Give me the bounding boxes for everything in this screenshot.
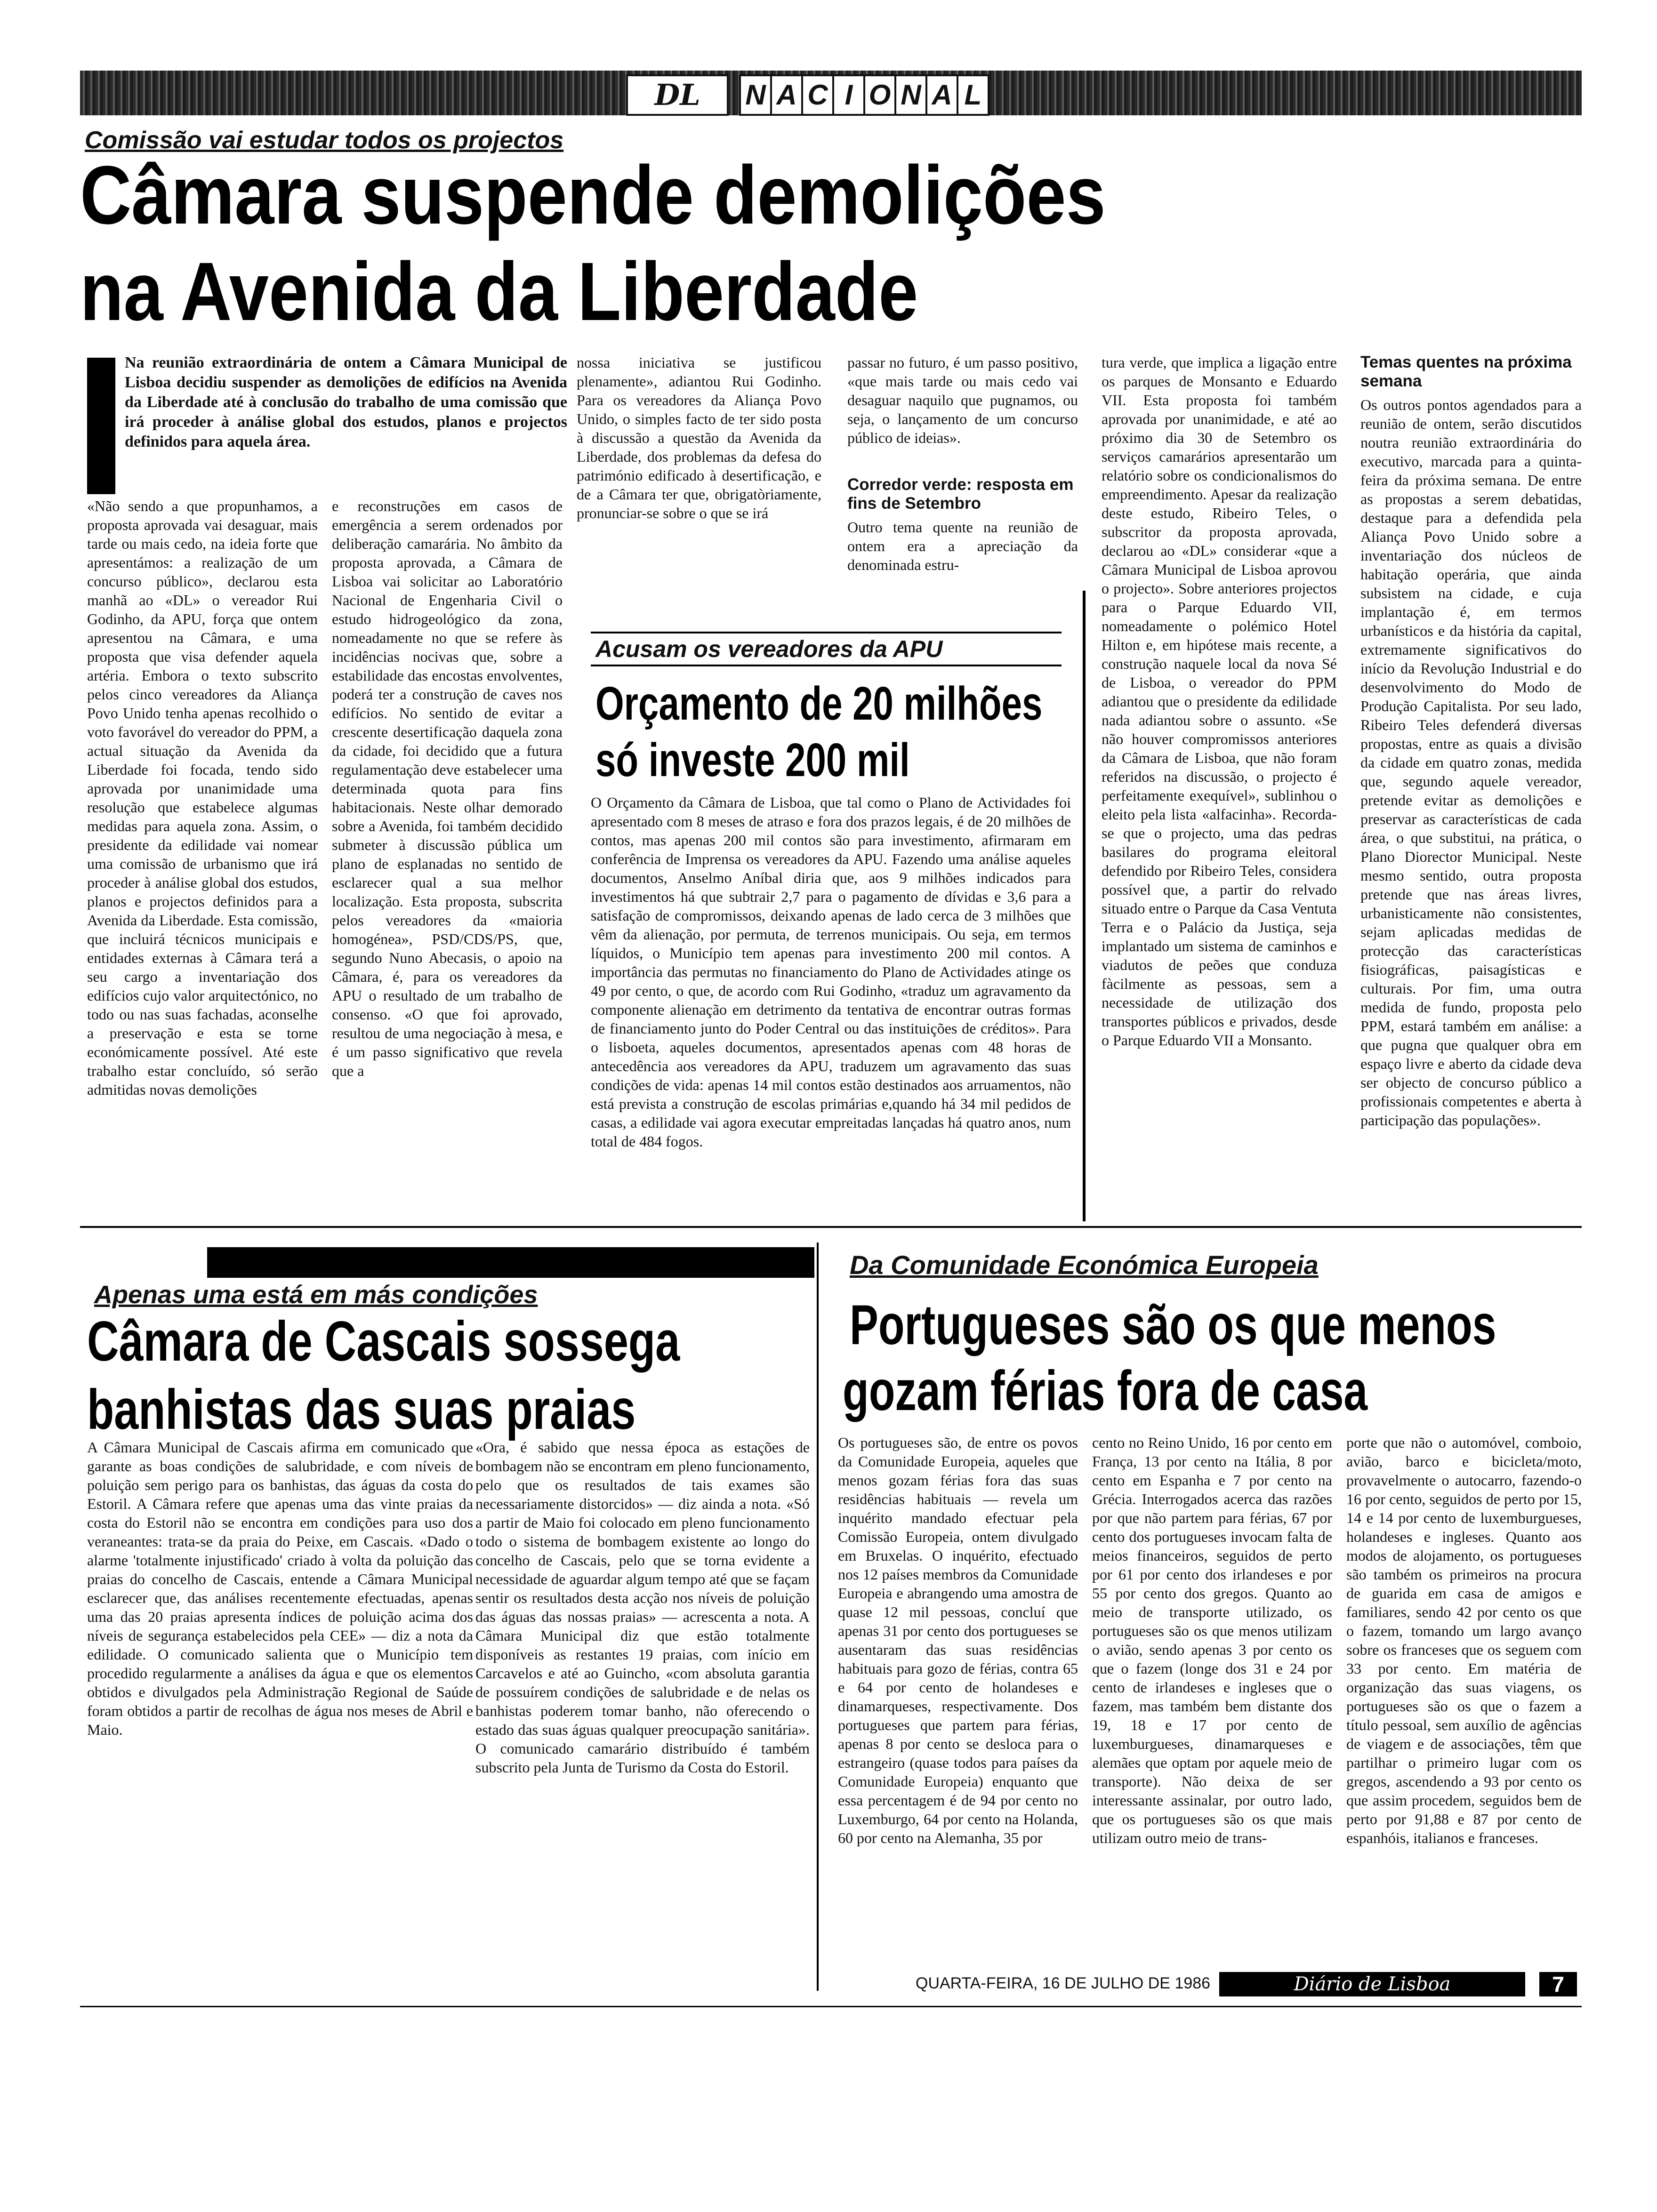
- story1-col6: Os outros pontos agendados para a reunião de ontem, serão discutidos noutra reunião extraordinária do executivo, marcada para a quinta-feira da próxima semana. De entre as propostas a serem debatidas, destaque para a defendida pela Aliança Povo Unido sobre a inventariação dos núcleos de habitação operária, que ainda subsistem na cidade, e cuja implantação é, em termos urbanísticos e da história da capital, extremamente significativos do início da Revolução Industrial e do desenvolvimento do Modo de Produção Capitalista. Por seu lado, Ribeiro Teles defenderá diversas propostas, entre as quais a divisão da cidade em quatro zonas, medida que, segundo aquele vereador, pretende evitar as demolições e preservar as características de cada área, o que substitui, na prática, o Plano Diorector Municipal. Neste mesmo sentido, outra proposta pretende que nas áreas livres, urbanisticamente não consistentes, sejam aplicadas medidas de protecção das características fisiográficas, paisagísticas e culturais. Por fim, uma outra medida de fundo, proposta pelo PPM, estará também em análise: a que pugna que qualquer obra em espaço livre e aberto da cidade deva ser objecto de concurso público a profissionais competentes e aberta à participação das populações».: [1360, 396, 1582, 1129]
- footer-paper-name: Diário de Lisboa: [1219, 1972, 1525, 1996]
- story3-kicker: Apenas uma está em más condições: [94, 1281, 538, 1309]
- section-letter: A: [927, 76, 958, 114]
- page-number: 7: [1539, 1972, 1577, 1996]
- story1-headline-line1: Câmara suspende demolições: [80, 149, 1106, 241]
- drop-cap: [87, 358, 115, 494]
- story4-headline-line1: Portugueses são os que menos: [850, 1293, 1496, 1356]
- story2-headline-line2: só investe 200 mil: [595, 734, 910, 786]
- section-label: [739, 74, 989, 116]
- story4-col1: Os portugueses são, de entre os povos da Comunidade Europeia, aqueles que menos gozam férias fora das suas residências habituais — revela um inquérito mandado efectuar pela Comissão Europeia, ontem divulgado em Bruxelas. O inquérito, efectuado nos 12 países membros da Comunidade Europeia e abrangendo uma amostra de quase 12 mil pessoas, concluí que apenas 31 por cento dos portugueses se ausentaram das suas residências habituais para gozo de férias, contra 65 e 64 por cento de holandeses e dinamarqueses, respectivamente. Dos portugueses que partem para férias, apenas 8 por cento se desloca para o estrangeiro (quase todos para países da Comunidade Europeia) enquanto que essa percentagem é de 94 por cento no Luxemburgo, 64 por cento na Holanda, 60 por cento na Alemanha, 35 por: [838, 1434, 1078, 1846]
- story2-kicker-rule: [591, 665, 1062, 666]
- dl-logo: DL: [626, 74, 729, 116]
- story4-kicker: Da Comunidade Económica Europeia: [850, 1250, 1319, 1280]
- story1-headline-line2: na Avenida da Liberdade: [80, 246, 918, 338]
- story3-col2: «Ora, é sabido que nessa época as estações de bombagem não se encontram em pleno funcionamento, pelo que os resultados de tais exames são necessariamente distorcidos» — diz ainda a nota. «Só a partir de Maio foi colocado em pleno funcionamento todo o sistema de bombagem existente ao longo do concelho de Cascais, pelo que se torna evidente a necessidade de aguardar algum tempo até que se façam sentir os resultados desta acção nos níveis de poluição das águas das nossas praias» — acrescenta a nota. A Câmara Municipal diz que estão totalmente disponíveis as restantes 19 praias, com início em Carcavelos e até ao Guincho, «com absoluta garantia de possuírem condições de salubridade e de nelas os banhistas poderem tomar banho, não oferecendo o estado das suas águas qualquer preocupação sanitária». O comunicado camarário distribuído é também subscrito pela Junta de Turismo da Costa do Estoril.: [475, 1439, 810, 1776]
- story4-headline-line2: gozam férias fora de casa: [843, 1359, 1368, 1422]
- story2-top-rule: [591, 632, 1062, 633]
- story-divider-vertical: [817, 1242, 819, 1991]
- story1-kicker: Comissão vai estudar todos os projectos: [85, 127, 564, 154]
- section-divider: [80, 1226, 1582, 1228]
- story1-subhead-corredor: Corredor verde: resposta em fins de Setembro: [847, 475, 1074, 513]
- story1-col2: e reconstruções em casos de emergência a serem ordenados por deliberação camarária. No âmbito da proposta aprovada, a Câmara de Lisboa vai solicitar ao Laboratório Nacional de Engenharia Civil o estudo hidrogeológico da zona, nomeadamente no que se refere às incidências nocivas que, sobre a estabilidade das encostas envolventes, poderá ter a construção de caves nos edifícios. No sentido de evitar a crescente desertificação daquela zona da cidade, foi decidido que a futura regulamentação deve estabelecer uma determinada quota para fins habitacionais. Neste olhar demorado sobre a Avenida, foi também decidido submeter à discussão pública um plano de esplanadas no sentido de esclarecer qual a sua melhor localização. Esta proposta, subscrita pelos vereadores da «maioria homogénea», PSD/CDS/PS, que, segundo Nuno Abecasis, o apoio na Câmara, é, para os vereadores da APU o resultado de um trabalho de consenso. «O que foi aprovado, resultou de uma negociação à mesa, e é um passo significativo que revela que a: [332, 497, 563, 1079]
- story1-subhead-temas: Temas quentes na próxima semana: [1360, 353, 1572, 390]
- section-letter: N: [896, 76, 927, 114]
- section-letter: N: [741, 76, 772, 114]
- section-letter: I: [834, 76, 865, 114]
- story3-col1: A Câmara Municipal de Cascais afirma em comunicado que garante as boas condições de salubridade, e com níveis de poluição sem perigo para os banhistas, das águas da costa do Estoril. A Câmara refere que apenas uma das vinte praias da costa do Estoril não se encontra em condições para uso dos veraneantes: trata-se da praia do Peixe, em Cascais. «Dado o alarme 'totalmente injustificado' criado à volta da poluição das praias do concelho de Cascais, entende a Câmara Municipal esclarecer que, das análises recentemente efectuadas, apenas uma das 20 praias apresenta índices de poluição acima dos níveis de segurança estabelecidos pela CEE» — diz a nota da edilidade. O comunicado salienta que o Município tem procedido regularmente a análises da água e que os elementos obtidos e divulgados pela Administração Regional de Saúde foram obtidos a partir de recolhas de água nos meses de Abril e Maio.: [87, 1439, 473, 1738]
- footer-date: QUARTA-FEIRA, 16 DE JULHO DE 1986: [916, 1974, 1211, 1992]
- section-letter: O: [865, 76, 896, 114]
- story1-lead: Na reunião extraordinária de ontem a Câmara Municipal de Lisboa decidiu suspender as demolições de edifícios na Avenida da Liberdade até à conclusão do trabalho de uma comissão que irá proceder à análise global dos estudos, planos e projectos definidos para aquela área.: [125, 354, 567, 450]
- story3-black-bar: [207, 1247, 814, 1278]
- story4-col2: cento no Reino Unido, 16 por cento em França, 13 por cento na Itália, 8 por cento em Espanha e 7 por cento na Grécia. Interrogados acerca das razões por que não partem para férias, 67 por cento dos portugueses invocam falta de meios financeiros, seguidos de perto por 61 por cento dos irlandeses e por 55 por cento dos gregos. Quanto ao meio de transporte utilizado, os portugueses são os que menos utilizam o avião, sendo apenas 3 por cento os que o fazem (longe dos 31 e 24 por cento de irlandeses e ingleses que o fazem, mas também bem distante dos 19, 18 e 17 por cento de luxemburgueses, dinamarqueses e alemães que optam por aquele meio de transporte). Não deixa de ser interessante assinalar, por outro lado, que os portugueses são os que mais utilizam outro meio de trans-: [1092, 1434, 1332, 1846]
- section-letter: A: [772, 76, 803, 114]
- story3-headline-line1: Câmara de Cascais sossega: [87, 1310, 680, 1373]
- story1-col5: tura verde, que implica a ligação entre os parques de Monsanto e Eduardo VII. Esta proposta foi também aprovada por unanimidade, e até ao próximo dia 30 de Setembro os serviços camarários apresentarão um relatório sobre os condicionalismos do empreendimento. Apesar da realização deste estudo, Ribeiro Teles, o subscritor da proposta aprovada, declarou ao «DL» considerar «que a Câmara Municipal de Lisboa aprovou o projecto». Sobre anteriores projectos para o Parque Eduardo VII, nomeadamente o polémico Hotel Hilton e, em hipótese mais recente, a construção naquele local da nova Sé de Lisboa, o vereador do PPM adiantou que o presidente da edilidade nada adiantou sobre o assunto. «Se não houver compromissos anteriores da Câmara de Lisboa, que não foram referidos na discussão, o projecto é perfeitamente exequível», sublinhou o eleito pela lista «alfacinha». Recorda-se que o projecto, uma das pedras basilares do programa eleitoral defendido por Ribeiro Teles, considera possível que, a partir do relvado situado entre o Parque da Casa Ventuta Terra e o Palácio da Justiça, seja implantado um sistema de caminhos e viadutos de peões que conduza fàcilmente as pessoas, sem a necessidade de utilização dos transportes públicos e privados, desde o Parque Eduardo VII a Monsanto.: [1102, 354, 1337, 1049]
- section-letter: L: [964, 79, 982, 111]
- story3-headline-line2: banhistas das suas praias: [87, 1378, 636, 1441]
- story2-headline-line1: Orçamento de 20 milhões: [595, 677, 1043, 730]
- story1-col1: «Não sendo a que propunhamos, a proposta aprovada vai desaguar, mais tarde ou mais cedo, na ideia forte que apresentámos: a realização de um concurso público», declarou esta manhã ao «DL» o vereador Rui Godinho, da APU, força que ontem apresentou na Câmara, e uma proposta que visa defender aquela artéria. Embora o texto subscrito pelos cinco vereadores da Aliança Povo Unido tenha apenas recolhido o voto favorável do vereador do PPM, a actual situação da Avenida da Liberdade foi focada, tendo sido aprovada por unanimidade uma resolução que estabelece algumas medidas para aquela zona. Assim, o presidente da edilidade vai nomear uma comissão de urbanismo que irá proceder à análise global dos estudos, planos e projectos definidos para a Avenida da Liberdade. Esta comissão, que incluirá técnicos municipais e entidades externas à Câmara terá a seu cargo a inventariação dos edifícios cujo valor arquitectónico, no todo ou nas suas fachadas, aconselhe a preservação e esta se torne económicamente possível. Até este trabalho estar concluído, só serão admitidas novas demolições: [87, 497, 318, 1098]
- story2-kicker: Acusam os vereadores da APU: [595, 636, 943, 662]
- section-letter: C: [803, 76, 834, 114]
- story4-col3: porte que não o automóvel, comboio, avião, barco e bicicleta/moto, provavelmente o autocarro, fazendo-o 16 por cento, seguidos de perto por 15, 14 e 14 por cento de luxemburgueses, holandeses e ingleses. Quanto aos modos de alojamento, os portugueses são também os primeiros na procura de guarida em casa de amigos e familiares, sendo 42 por cento os que o fazem, tomando um largo avanço sobre os franceses que os seguem com 33 por cento. Em matéria de organização das suas viagens, os portugueses são os que o fazem a título pessoal, sem auxílio de agências de viagem e de associações, têm que partilhar o primeiro lugar com os gregos, ascendendo a 93 por cento os que assim procedem, seguidos bem de perto por 91,88 e 87 por cento de espanhóis, italianos e franceses.: [1346, 1434, 1582, 1846]
- story2-side-rule: [1083, 591, 1086, 1221]
- footer-rule: [80, 2006, 1582, 2007]
- story1-col3: nossa iniciativa se justificou plenamente», adiantou Rui Godinho. Para os vereadores da Aliança Povo Unido, o simples facto de ter sido posta à discussão a questão da Avenida da Liberdade, dos problemas da defesa do património edificado à desertificação, e de a Câmara ter que, obrigatòriamente, pronunciar-se sobre o que se irá: [577, 354, 821, 521]
- story1-col4: passar no futuro, é um passo positivo, «que mais tarde ou mais cedo vai desaguar naquilo que pugnamos, ou seja, o lançamento de um concurso público de ideias».: [847, 354, 1078, 446]
- story1-col4b: Outro tema quente na reunião de ontem era a apreciação da denominada estru-: [847, 519, 1078, 573]
- story2-body: O Orçamento da Câmara de Lisboa, que tal como o Plano de Actividades foi apresentado com 8 meses de atraso e fora dos prazos legais, é de 20 milhões de contos, mas apenas 200 mil contos são para investimento, afirmaram em conferência de Imprensa os vereadores da APU. Fazendo uma análise aqueles documentos, Anselmo Aníbal diria que, aos 9 milhões indicados para investimentos há que subtrair 2,7 para o pagamento de dívidas e 3,6 para a satisfação de compromissos, deixando apenas de lado cerca de 3 milhões que vêm da alienação, por permuta, de terrenos municipais. Ou seja, em termos líquidos, o Município tem apenas para investimento 200 mil contos. A importância das permutas no financiamento do Plano de Actividades atinge os 49 por cento, o que, de acordo com Rui Godinho, «traduz um agravamento da componente alienação em detrimento da tentativa de encontrar outras formas de financiamento junto do Poder Central ou das instituições de créditos». Para o lisboeta, aqueles documentos, apresentados apenas com 48 horas de antecedência aos vereadores da APU, traduzem um agravamento das suas condições de vida: apenas 14 mil contos estão destinados aos arruamentos, não está prevista a construção de escolas primárias e,quando há 34 mil pedidos de casas, a edilidade vai agora executar empreitadas lançadas há quatro anos, num total de 484 fogos.: [591, 794, 1071, 1150]
